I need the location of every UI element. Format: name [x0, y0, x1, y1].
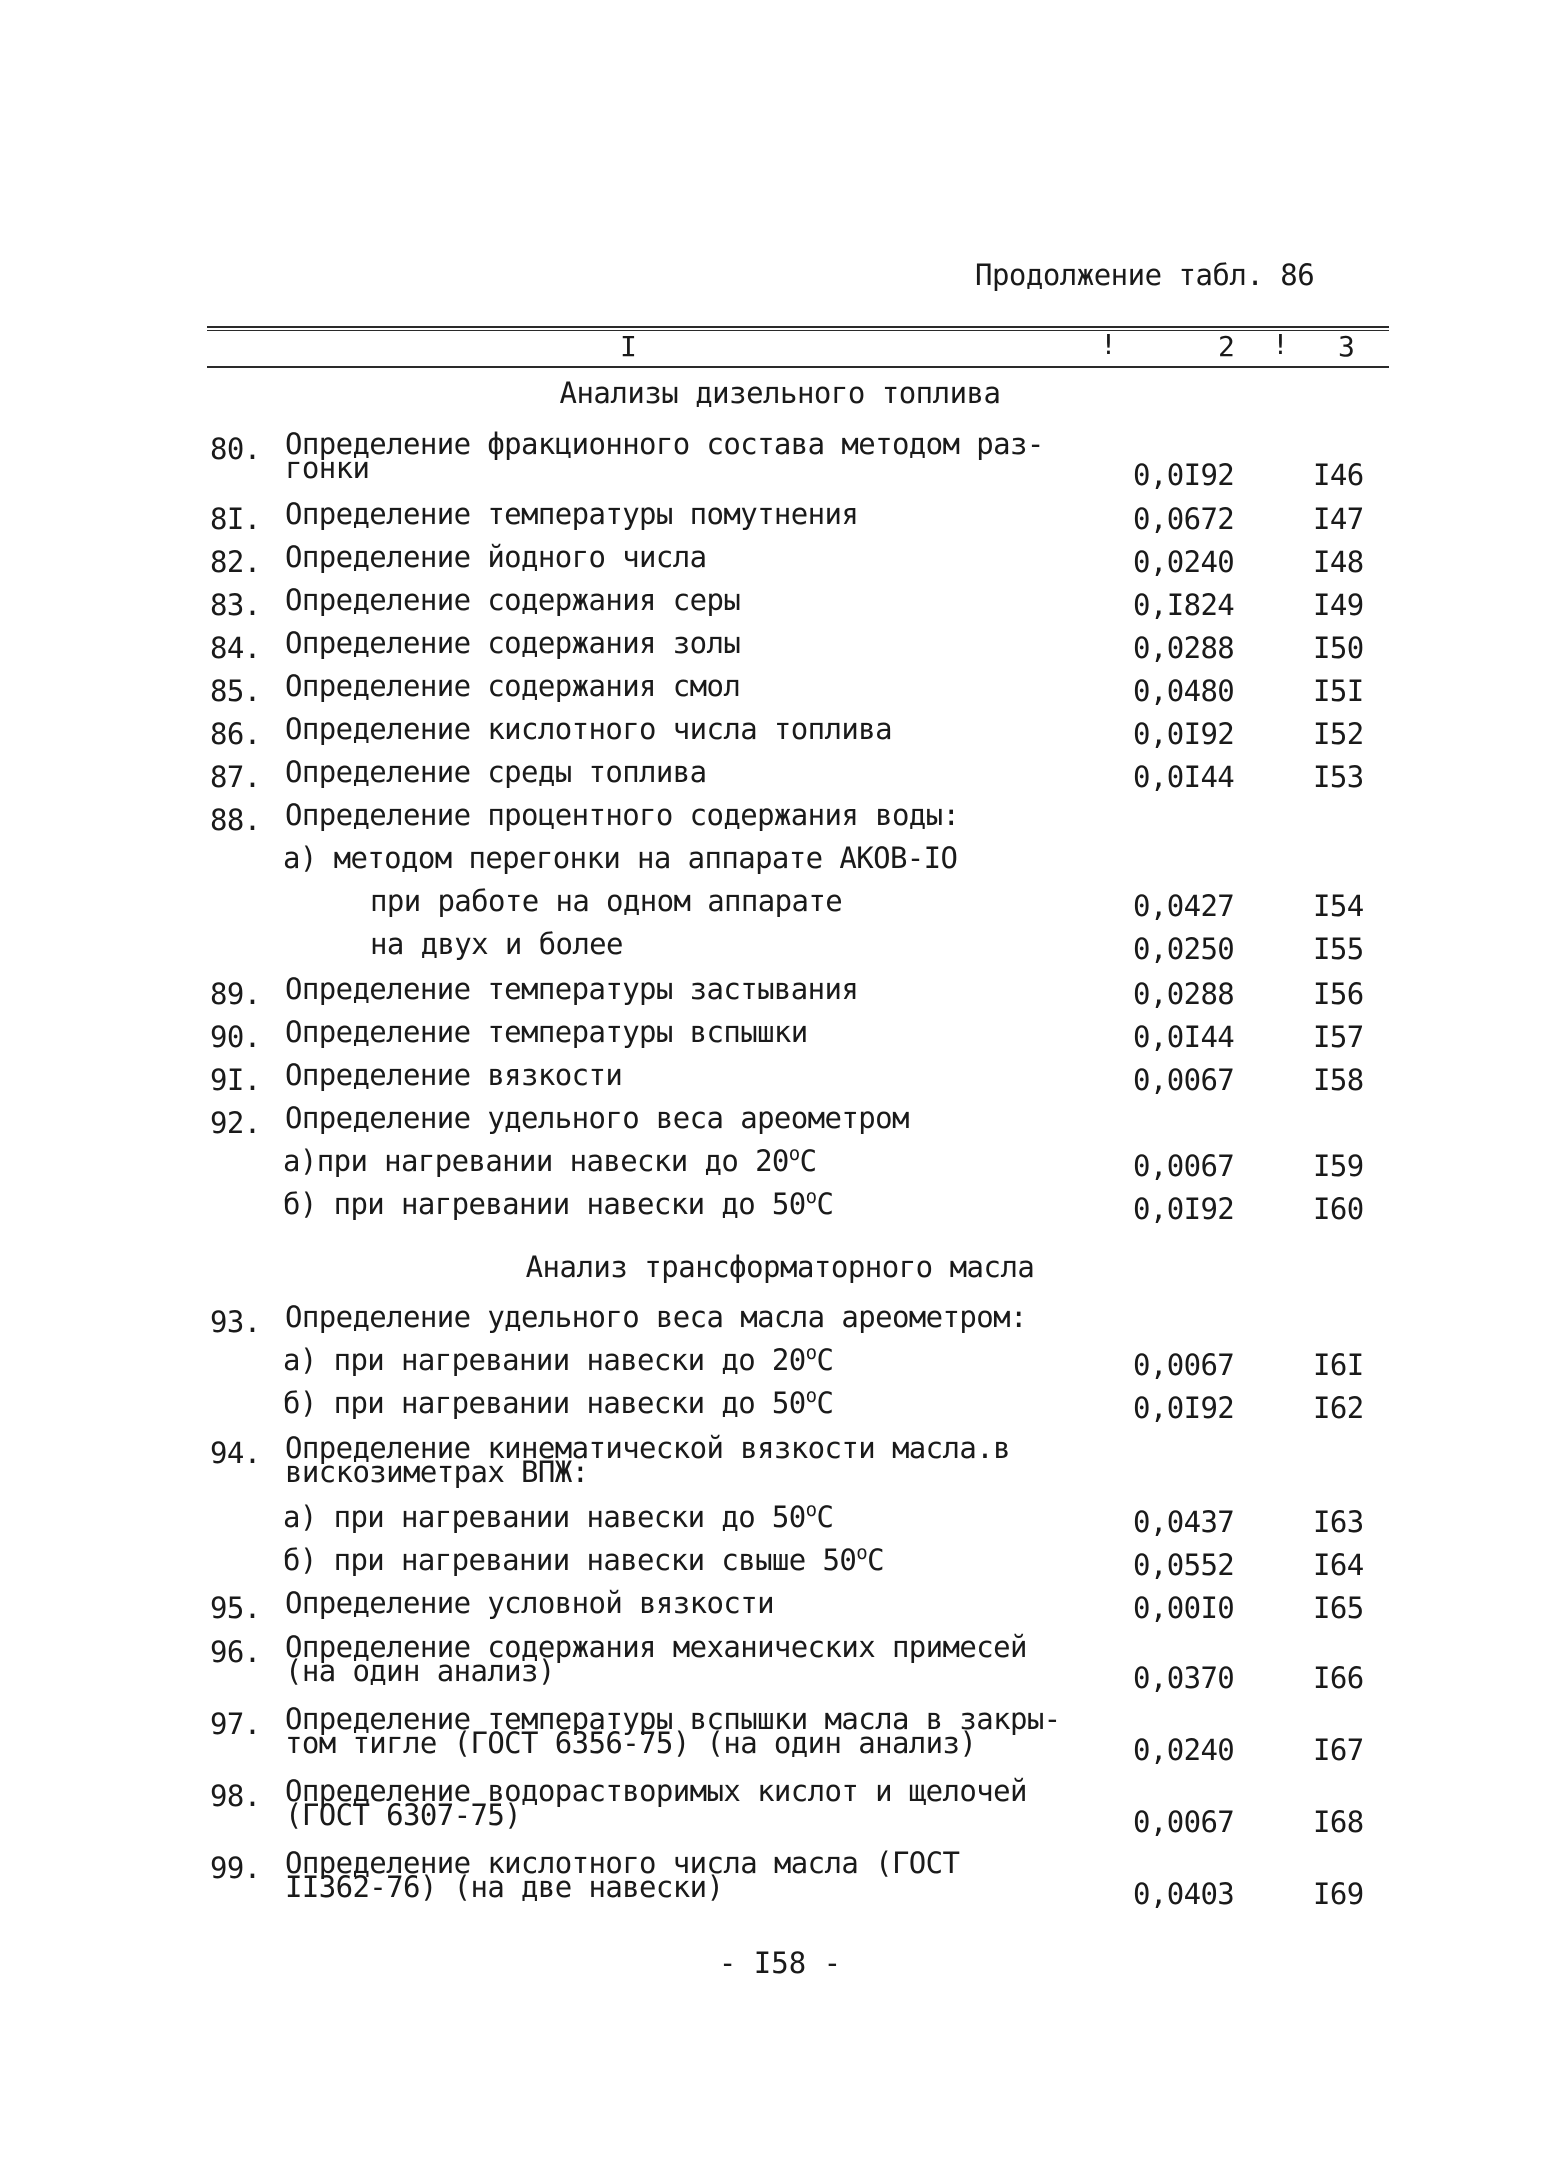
row-number: 99. — [210, 1851, 261, 1885]
row-value: 0,0067 — [1133, 1348, 1235, 1382]
row-value: 0,0240 — [1133, 1733, 1235, 1767]
row-number: 97. — [210, 1707, 261, 1741]
row-description: Определение фракционного состава методом раз- гонки — [285, 427, 1044, 485]
row-number: 94. — [210, 1436, 261, 1470]
row-number: 84. — [210, 631, 261, 665]
section-title-diesel: Анализы дизельного топлива — [559, 376, 1001, 410]
degree-sign: o — [856, 1542, 868, 1564]
row-value: 0,0437 — [1133, 1505, 1235, 1539]
row-code: I69 — [1313, 1877, 1364, 1911]
row-code: I59 — [1313, 1149, 1364, 1183]
row-description: а) при нагревании навески до 20$^o$C — [283, 1342, 834, 1377]
row-value: 0,0I92 — [1133, 717, 1235, 751]
table-continuation-label: Продолжение табл. 86 — [975, 258, 1315, 292]
row-number: 83. — [210, 588, 261, 622]
row-value: 0,0288 — [1133, 977, 1235, 1011]
row-description: Определение содержания серы — [285, 583, 741, 617]
row-code: I58 — [1313, 1063, 1364, 1097]
row-description: Определение температуры вспышки масла в закры- том тигле (ГОСТ 6356-75) (на один анализ) — [285, 1702, 1061, 1760]
row-value: 0,0I92 — [1133, 1192, 1235, 1226]
row-description: Определение температуры застывания — [285, 972, 859, 1006]
row-description: при работе на одном аппарате — [370, 884, 843, 918]
row-description: Определение кислотного числа масла (ГОСТ II362-76) (на две навески) — [285, 1846, 960, 1904]
degree-sign: o — [805, 1186, 817, 1208]
row-value: 0,0552 — [1133, 1548, 1235, 1582]
row-description: а) методом перегонки на аппарате АКОВ-IO — [283, 841, 958, 875]
degree-sign: o — [788, 1143, 800, 1165]
row-value: 0,0672 — [1133, 502, 1235, 536]
row-number: 8I. — [210, 502, 261, 536]
row-description: Определение удельного веса масла ареометром: — [285, 1300, 1027, 1334]
row-code: I55 — [1313, 932, 1364, 966]
row-description: Определение йодного числа — [285, 540, 707, 574]
row-description: б) при нагревании навески до 50$^o$C — [283, 1385, 834, 1420]
row-code: I57 — [1313, 1020, 1364, 1054]
row-number: 82. — [210, 545, 261, 579]
table-top-rule — [207, 326, 1389, 328]
row-description: Определение температуры вспышки — [285, 1015, 808, 1049]
row-description: Определение содержания смол — [285, 669, 741, 703]
degree-sign: o — [805, 1499, 817, 1521]
row-code: I56 — [1313, 977, 1364, 1011]
row-code: I52 — [1313, 717, 1364, 751]
row-description: Определение водорастворимых кислот и щелочей (ГОСТ 6307-75) — [285, 1774, 1027, 1832]
row-value: 0,0288 — [1133, 631, 1235, 665]
section-title-transformer: Анализ трансформаторного масла — [525, 1250, 1035, 1284]
row-code: I46 — [1313, 458, 1364, 492]
row-description: Определение кислотного числа топлива — [285, 712, 892, 746]
row-description: Определение процентного содержания воды: — [285, 798, 960, 832]
row-value: 0,0250 — [1133, 932, 1235, 966]
row-description: а)при нагревании навески до 20$^o$C — [283, 1143, 817, 1178]
row-code: I50 — [1313, 631, 1364, 665]
row-description: Определение удельного веса ареометром — [285, 1101, 909, 1135]
row-value: 0,0403 — [1133, 1877, 1235, 1911]
row-value: 0,0480 — [1133, 674, 1235, 708]
row-code: I60 — [1313, 1192, 1364, 1226]
row-description: Определение вязкости — [285, 1058, 623, 1092]
row-value: 0,0240 — [1133, 545, 1235, 579]
row-number: 88. — [210, 803, 261, 837]
row-value: 0,I824 — [1133, 588, 1235, 622]
degree-sign: o — [805, 1342, 817, 1364]
row-code: I66 — [1313, 1661, 1364, 1695]
row-value: 0,0067 — [1133, 1149, 1235, 1183]
row-number: 96. — [210, 1635, 261, 1669]
row-code: I54 — [1313, 889, 1364, 923]
row-code: I5I — [1313, 674, 1364, 708]
degree-sign: o — [805, 1385, 817, 1407]
row-description: Определение содержания золы — [285, 626, 741, 660]
row-description: Определение температуры помутнения — [285, 497, 859, 531]
row-value: 0,00I0 — [1133, 1591, 1235, 1625]
row-number: 85. — [210, 674, 261, 708]
row-value: 0,0I92 — [1133, 458, 1235, 492]
row-value: 0,0427 — [1133, 889, 1235, 923]
row-code: I65 — [1313, 1591, 1364, 1625]
row-number: 98. — [210, 1779, 261, 1813]
row-description: Определение содержания механических примесей (на один анализ) — [285, 1630, 1027, 1688]
row-number: 93. — [210, 1305, 261, 1339]
row-code: I68 — [1313, 1805, 1364, 1839]
row-number: 90. — [210, 1020, 261, 1054]
row-value: 0,0370 — [1133, 1661, 1235, 1695]
row-number: 80. — [210, 432, 261, 466]
row-number: 89. — [210, 977, 261, 1011]
row-code: I53 — [1313, 760, 1364, 794]
row-code: I64 — [1313, 1548, 1364, 1582]
row-description: а) при нагревании навески до 50$^o$C — [283, 1499, 834, 1534]
row-code: I47 — [1313, 502, 1364, 536]
row-value: 0,0067 — [1133, 1805, 1235, 1839]
column-separator-2: ! — [1272, 328, 1289, 361]
row-code: I63 — [1313, 1505, 1364, 1539]
row-value: 0,0067 — [1133, 1063, 1235, 1097]
table-top-rule-thin — [207, 330, 1389, 331]
row-number: 87. — [210, 760, 261, 794]
table-header-rule — [207, 366, 1389, 368]
column-header-1: I — [620, 330, 637, 363]
row-description: Определение условной вязкости — [285, 1586, 774, 1620]
row-description: б) при нагревании навески свыше 50$^o$C — [283, 1542, 884, 1577]
row-number: 86. — [210, 717, 261, 751]
row-number: 9I. — [210, 1063, 261, 1097]
page-number: - I58 - — [718, 1946, 842, 1980]
row-code: I62 — [1313, 1391, 1364, 1425]
row-description: Определение кинематической вязкости масла.в вискозиметрах ВПЖ: — [285, 1431, 1010, 1489]
column-header-2: 2 — [1218, 330, 1235, 363]
row-description: Определение среды топлива — [285, 755, 707, 789]
row-code: I49 — [1313, 588, 1364, 622]
row-value: 0,0I44 — [1133, 760, 1235, 794]
column-header-3: 3 — [1338, 330, 1355, 363]
row-code: I67 — [1313, 1733, 1364, 1767]
row-value: 0,0I44 — [1133, 1020, 1235, 1054]
column-separator-1: ! — [1100, 328, 1117, 361]
row-number: 95. — [210, 1591, 261, 1625]
row-description: б) при нагревании навески до 50$^o$C — [283, 1186, 834, 1221]
row-value: 0,0I92 — [1133, 1391, 1235, 1425]
row-code: I48 — [1313, 545, 1364, 579]
row-description: на двух и более — [370, 927, 623, 961]
row-number: 92. — [210, 1106, 261, 1140]
row-code: I6I — [1313, 1348, 1364, 1382]
